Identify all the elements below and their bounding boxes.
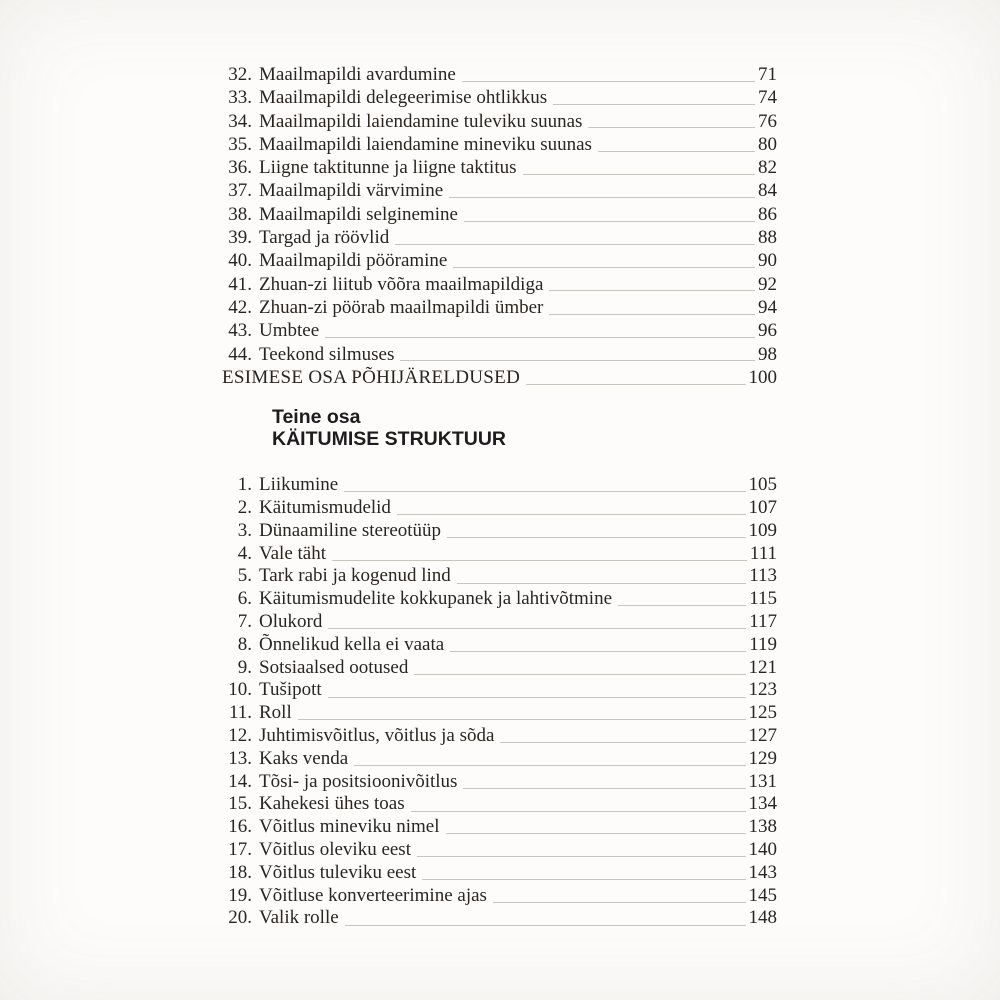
entry-title: Maailmapildi selginemine: [259, 203, 458, 225]
entry-page-number: 140: [748, 838, 777, 860]
entry-number: 3.: [237, 519, 252, 541]
toc-row: [222, 110, 777, 133]
entry-number: 36.: [228, 157, 252, 179]
entry-page-number: 80: [758, 133, 777, 155]
leader-line: [453, 267, 755, 268]
toc-row: [222, 588, 777, 611]
entry-number: 37.: [228, 180, 252, 202]
leader-line: [298, 719, 746, 720]
entry-title: Maailmapildi laiendamine tuleviku suunas: [259, 110, 583, 132]
toc-row: [222, 179, 777, 202]
entry-title: Liikumine: [259, 474, 339, 496]
entry-page-number: 111: [749, 542, 777, 564]
entry-number: 14.: [228, 770, 252, 792]
entry-number: 32.: [228, 64, 252, 85]
leader-line: [325, 337, 755, 338]
entry-page-number: 131: [748, 770, 777, 792]
part2-heading: [272, 406, 777, 450]
entry-page-number: 90: [758, 250, 777, 272]
toc-row-part1-conclusion: [222, 366, 777, 389]
leader-line: [395, 244, 755, 245]
entry-number: 42.: [228, 296, 252, 318]
toc-row: [222, 319, 777, 342]
entry-number: 12.: [228, 724, 252, 746]
toc-row: [222, 885, 777, 908]
entry-number: 6.: [237, 588, 252, 610]
entry-title: Käitumismudelid: [259, 496, 391, 518]
entry-page-number: 107: [748, 496, 777, 518]
entry-page-number: 117: [749, 610, 777, 632]
leader-line: [549, 314, 755, 315]
entry-number: 9.: [237, 656, 252, 678]
entry-page-number: 98: [758, 343, 777, 365]
entry-title: Roll: [259, 702, 292, 724]
entry-title: Võitlus oleviku eest: [259, 838, 411, 860]
leader-line: [417, 856, 746, 857]
entry-number: 7.: [237, 610, 252, 632]
toc-row: [222, 748, 777, 771]
leader-line: [446, 833, 746, 834]
toc-row: [222, 226, 777, 249]
entry-title: Maailmapildi avardumine: [259, 64, 456, 85]
entry-page-number: 125: [748, 702, 777, 724]
toc-row: [222, 203, 777, 226]
entry-page-number: 84: [758, 180, 777, 202]
toc-row: [222, 249, 777, 272]
leader-line: [354, 765, 745, 766]
toc-row: [222, 862, 777, 885]
entry-page-number: 134: [748, 793, 777, 815]
entry-page-number: 113: [749, 565, 777, 587]
toc-row: [222, 474, 777, 497]
leader-line: [553, 104, 755, 105]
entry-title: Kaks venda: [259, 747, 349, 769]
toc-row: [222, 816, 777, 839]
entry-number: 19.: [228, 884, 252, 906]
entry-title: Tark rabi ja kogenud lind: [259, 565, 451, 587]
entry-title: Zhuan-zi liitub võõra maailmapildiga: [259, 273, 544, 295]
entry-page-number: 105: [748, 474, 777, 496]
leader-line: [422, 879, 745, 880]
entry-number: 11.: [228, 702, 252, 724]
entry-page-number: 143: [748, 861, 777, 883]
conclusion-title: ESIMESE OSA PÕHIJÄRELDUSED: [222, 366, 521, 388]
entry-title: Vale täht: [259, 542, 327, 564]
entry-page-number: 92: [758, 273, 777, 295]
leader-line: [523, 174, 755, 175]
entry-number: 18.: [228, 861, 252, 883]
leader-line: [462, 81, 755, 82]
toc-row: [222, 497, 777, 520]
leader-line: [457, 583, 746, 584]
leader-line: [344, 491, 745, 492]
entry-page-number: 86: [758, 203, 777, 225]
entry-title: Tušipott: [259, 679, 322, 701]
leader-line: [332, 560, 747, 561]
entry-page-number: 121: [748, 656, 777, 678]
entry-number: 4.: [237, 542, 252, 564]
entry-page-number: 74: [758, 87, 777, 109]
toc-content: [222, 63, 777, 930]
entry-page-number: 145: [748, 884, 777, 906]
toc-row: [222, 156, 777, 179]
part2-kicker: Teine osa: [272, 406, 361, 429]
entry-title: Võitluse konverteerimine ajas: [259, 884, 487, 906]
leader-line: [464, 221, 755, 222]
entry-number: 44.: [228, 343, 252, 365]
leader-line: [449, 197, 755, 198]
entry-title: Zhuan-zi pöörab maailmapildi ümber: [259, 296, 544, 318]
entry-number: 39.: [228, 227, 252, 249]
leader-line: [411, 811, 746, 812]
leader-line: [500, 742, 745, 743]
entry-page-number: 148: [748, 907, 777, 929]
leader-line: [450, 651, 746, 652]
entry-number: 40.: [228, 250, 252, 272]
entry-page-number: 71: [758, 64, 777, 85]
entry-title: Dünaamiline stereotüüp: [259, 519, 442, 541]
leader-line: [328, 697, 746, 698]
toc-row: [222, 793, 777, 816]
entry-title: Maailmapildi värvimine: [259, 180, 444, 202]
leader-line: [549, 290, 755, 291]
entry-title: Umbtee: [259, 320, 320, 342]
entry-page-number: 138: [748, 816, 777, 838]
entry-title: Targad ja röövlid: [259, 227, 390, 249]
entry-number: 15.: [228, 793, 252, 815]
entry-title: Maailmapildi pööramine: [259, 250, 448, 272]
entry-number: 8.: [237, 633, 252, 655]
leader-line: [526, 384, 745, 385]
toc-row: [222, 296, 777, 319]
leader-line: [618, 605, 746, 606]
entry-page-number: 88: [758, 227, 777, 249]
entry-page-number: 109: [748, 519, 777, 541]
leader-line: [493, 902, 746, 903]
entry-title: Kahekesi ühes toas: [259, 793, 405, 815]
toc-list-part1: [222, 63, 777, 366]
toc-row: [222, 343, 777, 366]
entry-number: 34.: [228, 110, 252, 132]
entry-title: Tõsi- ja positsioonivõitlus: [259, 770, 458, 792]
entry-number: 13.: [228, 747, 252, 769]
entry-title: Maailmapildi delegeerimise ohtlikkus: [259, 87, 548, 109]
toc-list-part2: [222, 474, 777, 930]
toc-row: [222, 611, 777, 634]
entry-title: Juhtimisvõitlus, võitlus ja sõda: [259, 724, 495, 746]
toc-row: [222, 273, 777, 296]
toc-row: [222, 907, 777, 930]
entry-title: Võitlus tuleviku eest: [259, 861, 417, 883]
part2-title: KÄITUMISE STRUKTUUR: [272, 428, 506, 451]
entry-page-number: 82: [758, 157, 777, 179]
entry-number: 16.: [228, 816, 252, 838]
entry-title: Valik rolle: [259, 907, 339, 929]
leader-line: [400, 360, 755, 361]
entry-number: 10.: [228, 679, 252, 701]
entry-number: 35.: [228, 133, 252, 155]
toc-row: [222, 634, 777, 657]
leader-line: [598, 151, 755, 152]
entry-title: Õnnelikud kella ei vaata: [259, 633, 445, 655]
entry-number: 20.: [228, 907, 252, 929]
toc-row: [222, 679, 777, 702]
entry-title: Käitumismudelite kokkupanek ja lahtivõtmine: [259, 588, 613, 610]
toc-row: [222, 725, 777, 748]
toc-row: [222, 771, 777, 794]
entry-number: 1.: [237, 474, 252, 496]
toc-row: [222, 543, 777, 566]
entry-title: Liigne taktitunne ja liigne taktitus: [259, 157, 517, 179]
entry-title: Teekond silmuses: [259, 343, 395, 365]
toc-row: [222, 133, 777, 156]
toc-row: [222, 657, 777, 680]
leader-line: [463, 788, 745, 789]
entry-page-number: 129: [748, 747, 777, 769]
entry-number: 33.: [228, 87, 252, 109]
entry-page-number: 76: [758, 110, 777, 132]
entry-page-number: 115: [749, 588, 777, 610]
entry-page-number: 100: [748, 366, 777, 388]
leader-line: [328, 628, 746, 629]
toc-row: [222, 86, 777, 109]
toc-row: [222, 63, 777, 86]
entry-number: 41.: [228, 273, 252, 295]
entry-page-number: 94: [758, 296, 777, 318]
toc-row: [222, 839, 777, 862]
entry-page-number: 96: [758, 320, 777, 342]
entry-number: 43.: [228, 320, 252, 342]
leader-line: [414, 674, 745, 675]
entry-title: Sotsiaalsed ootused: [259, 656, 409, 678]
toc-row: [222, 702, 777, 725]
toc-row: [222, 565, 777, 588]
entry-number: 2.: [237, 496, 252, 518]
leader-line: [397, 514, 746, 515]
entry-number: 17.: [228, 838, 252, 860]
entry-page-number: 123: [748, 679, 777, 701]
entry-number: 38.: [228, 203, 252, 225]
entry-title: Maailmapildi laiendamine mineviku suunas: [259, 133, 592, 155]
entry-title: Olukord: [259, 610, 323, 632]
entry-page-number: 119: [749, 633, 777, 655]
leader-line: [345, 925, 746, 926]
entry-page-number: 127: [748, 724, 777, 746]
entry-title: Võitlus mineviku nimel: [259, 816, 440, 838]
toc-row: [222, 520, 777, 543]
leader-line: [588, 127, 755, 128]
entry-number: 5.: [237, 565, 252, 587]
leader-line: [447, 537, 745, 538]
